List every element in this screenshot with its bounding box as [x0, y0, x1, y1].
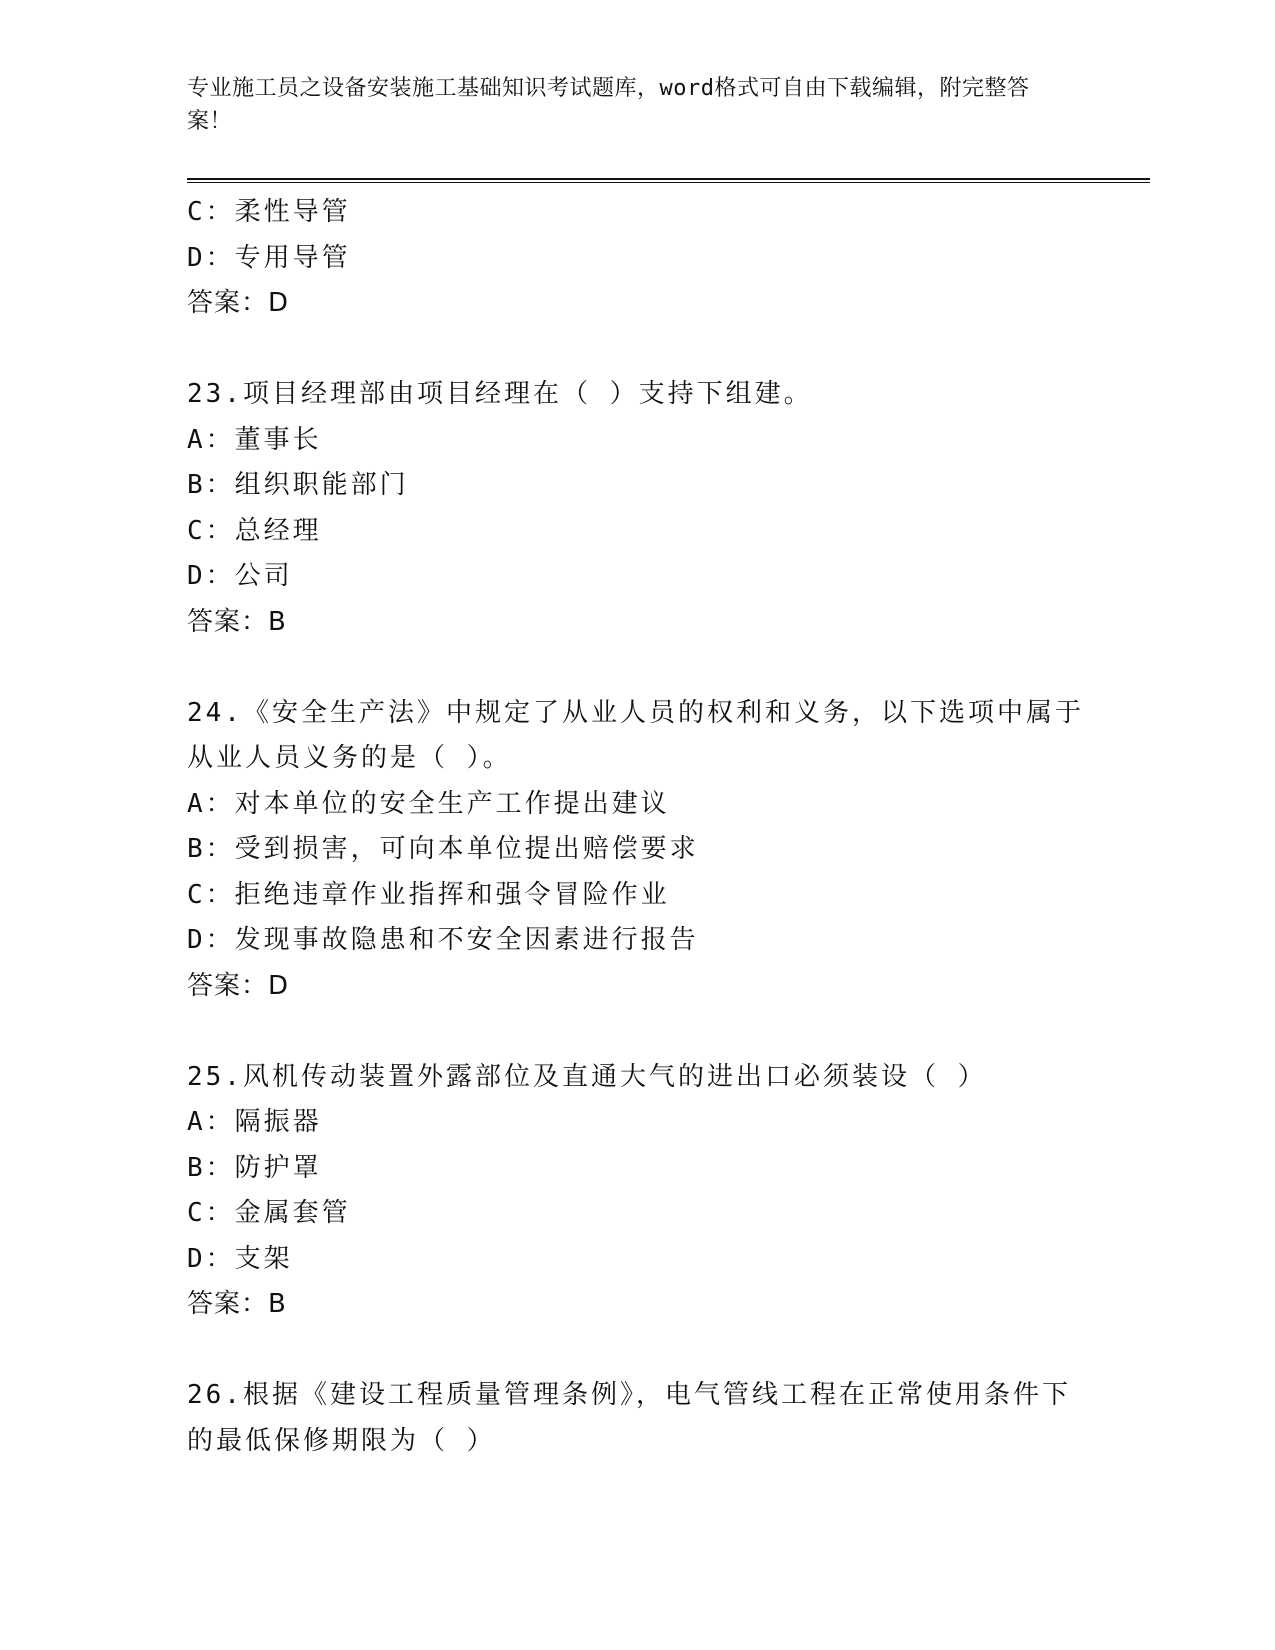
- answer: 答案：B: [187, 606, 287, 637]
- question-stem: 25.风机传动装置外露部位及直通大气的进出口必须装设（ ）: [187, 1061, 987, 1092]
- page-header: 专业施工员之设备安装施工基础知识考试题库，word格式可自由下载编辑，附完整答案！: [187, 76, 1030, 134]
- option-c: C：金属套管: [187, 1198, 351, 1228]
- answer: 答案：B: [187, 1289, 287, 1319]
- option-b: B：受到损害，可向本单位提出赔偿要求: [187, 834, 699, 864]
- question-stem: 23.项目经理部由项目经理在（ ）支持下组建。: [187, 379, 813, 409]
- question-25: [187, 1055, 1087, 1328]
- question-stem: 24.《安全生产法》中规定了从业人员的权利和义务，以下选项中属于从业人员义务的是（ ）。: [187, 697, 1084, 773]
- question-26: [187, 1373, 1087, 1464]
- option-a: A：对本单位的安全生产工作提出建议: [187, 788, 670, 819]
- question-stem: 26.根据《建设工程质量管理条例》，电气管线工程在正常使用条件下的最低保修期限为（ ）: [187, 1380, 1071, 1456]
- spacer: [187, 1328, 1087, 1374]
- option-d: D：支架: [187, 1243, 293, 1274]
- option-d: D：公司: [187, 561, 293, 591]
- option-d: D：专用导管: [187, 242, 351, 273]
- option-b: B：组织职能部门: [187, 470, 409, 500]
- header-divider: [187, 178, 1150, 183]
- spacer: [187, 1009, 1087, 1055]
- question-list: [187, 190, 1087, 1464]
- spacer: [187, 327, 1087, 373]
- option-a: A：董事长: [187, 424, 322, 455]
- option-c: C：总经理: [187, 515, 322, 546]
- answer: 答案：D: [187, 288, 290, 318]
- question-23: [187, 372, 1087, 645]
- option-a: A：隔振器: [187, 1107, 322, 1137]
- spacer: [187, 645, 1087, 691]
- question-24: [187, 691, 1087, 1010]
- option-c: C：柔性导管: [187, 197, 351, 227]
- option-b: B：防护罩: [187, 1152, 322, 1183]
- answer: 答案：D: [187, 970, 290, 1001]
- option-c: C：拒绝违章作业指挥和强令冒险作业: [187, 879, 670, 910]
- option-d: D：发现事故隐患和不安全因素进行报告: [187, 925, 699, 955]
